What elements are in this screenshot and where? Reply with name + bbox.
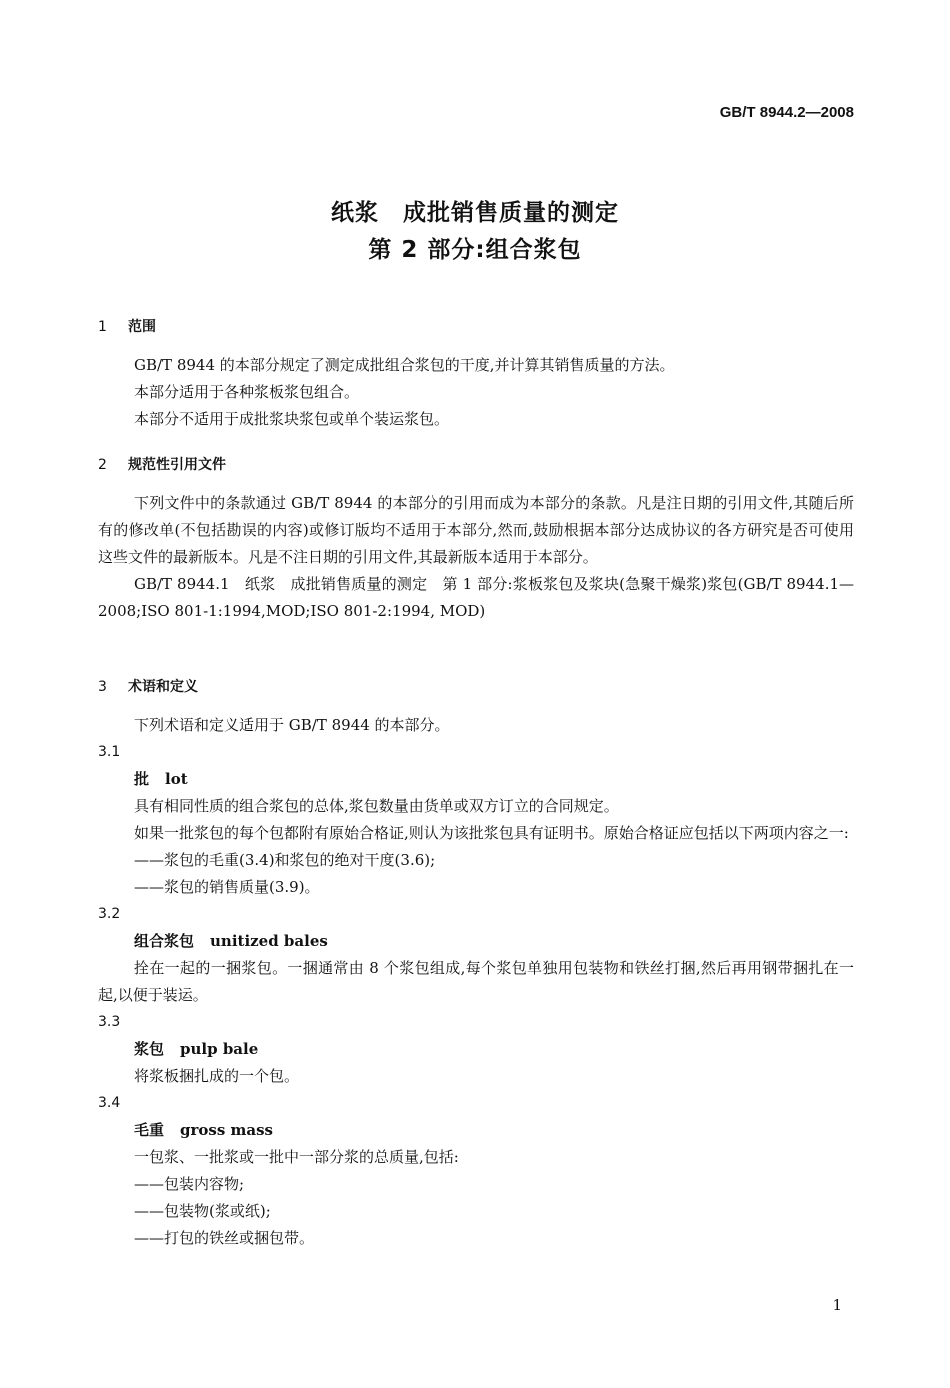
term-cn: 组合浆包 xyxy=(134,932,195,950)
term-definition: 拴在一起的一捆浆包。一捆通常由 8 个浆包组成,每个浆包单独用包装物和铁丝打捆,然后再用钢带捆扎在一起,以便于装运。 xyxy=(98,959,854,1004)
paragraph: 本部分适用于各种浆板浆包组合。 xyxy=(134,383,360,401)
list-item: ——包装内容物; xyxy=(134,1175,245,1193)
list-item: ——浆包的销售质量(3.9)。 xyxy=(134,878,320,896)
section-title: 术语和定义 xyxy=(128,679,198,695)
section-2-heading xyxy=(98,454,854,474)
reference-entry: GB/T 8944.1 纸浆 成批销售质量的测定 第 1 部分:浆板浆包及浆块(急聚干燥浆)浆包(GB/T 8944.1—2008;ISO 801-1:1994,MOD;ISO 801-2:1994, MOD) xyxy=(98,575,854,620)
term-definition: 将浆板捆扎成的一个包。 xyxy=(134,1067,300,1085)
standard-code: GB/T 8944.2—2008 xyxy=(719,104,854,121)
section-1-body xyxy=(98,352,854,433)
list-item: ——包装物(浆或纸); xyxy=(134,1202,271,1220)
term-note: 如果一批浆包的每个包都附有原始合格证,则认为该批浆包具有证明书。原始合格证应包括以下两项内容之一: xyxy=(134,824,849,842)
list-item: ——打包的铁丝或捆包带。 xyxy=(134,1229,315,1247)
term-entry xyxy=(98,928,854,955)
section-1-heading xyxy=(98,316,854,336)
section-2-body xyxy=(98,490,854,625)
term-number: 3.2 xyxy=(98,906,121,922)
term-cn: 批 xyxy=(134,770,150,788)
document-subtitle: 第 2 部分:组合浆包 xyxy=(368,237,582,263)
paragraph: GB/T 8944 的本部分规定了测定成批组合浆包的干度,并计算其销售质量的方法。 xyxy=(134,356,675,374)
paragraph: 下列文件中的条款通过 GB/T 8944 的本部分的引用而成为本部分的条款。凡是注日期的引用文件,其随后所有的修改单(不包括勘误的内容)或修订版均不适用于本部分,然而,鼓励根据本部分达成协议的各方研究是否可使用这些文件的最新版本。凡是不注日期的引用文件,其最新版本适用于本部分。 xyxy=(98,494,854,566)
section-title: 规范性引用文件 xyxy=(128,457,226,473)
term-number: 3.1 xyxy=(98,744,121,760)
term-entry xyxy=(98,1117,854,1144)
term-en: gross mass xyxy=(180,1121,274,1139)
term-en: lot xyxy=(165,770,188,788)
section-3-heading xyxy=(98,676,854,696)
term-entry xyxy=(98,766,854,793)
paragraph: 下列术语和定义适用于 GB/T 8944 的本部分。 xyxy=(134,716,450,734)
term-en: pulp bale xyxy=(180,1040,259,1058)
term-entry xyxy=(98,1036,854,1063)
list-item: ——浆包的毛重(3.4)和浆包的绝对干度(3.6); xyxy=(134,851,436,869)
paragraph: 本部分不适用于成批浆块浆包或单个装运浆包。 xyxy=(134,410,450,428)
term-definition: 具有相同性质的组合浆包的总体,浆包数量由货单或双方订立的合同规定。 xyxy=(134,797,619,815)
term-definition: 一包浆、一批浆或一批中一部分浆的总质量,包括: xyxy=(134,1148,459,1166)
section-3-body xyxy=(98,712,854,1252)
term-cn: 毛重 xyxy=(134,1121,165,1139)
page-number: 1 xyxy=(832,1296,842,1314)
section-number: 3 xyxy=(98,679,107,695)
term-number: 3.3 xyxy=(98,1014,121,1030)
section-number: 1 xyxy=(98,319,107,335)
term-en: unitized bales xyxy=(210,932,328,950)
document-title: 纸浆 成批销售质量的测定 xyxy=(331,200,619,226)
term-cn: 浆包 xyxy=(134,1040,165,1058)
section-title: 范围 xyxy=(128,319,156,335)
section-number: 2 xyxy=(98,457,107,473)
term-number: 3.4 xyxy=(98,1095,121,1111)
